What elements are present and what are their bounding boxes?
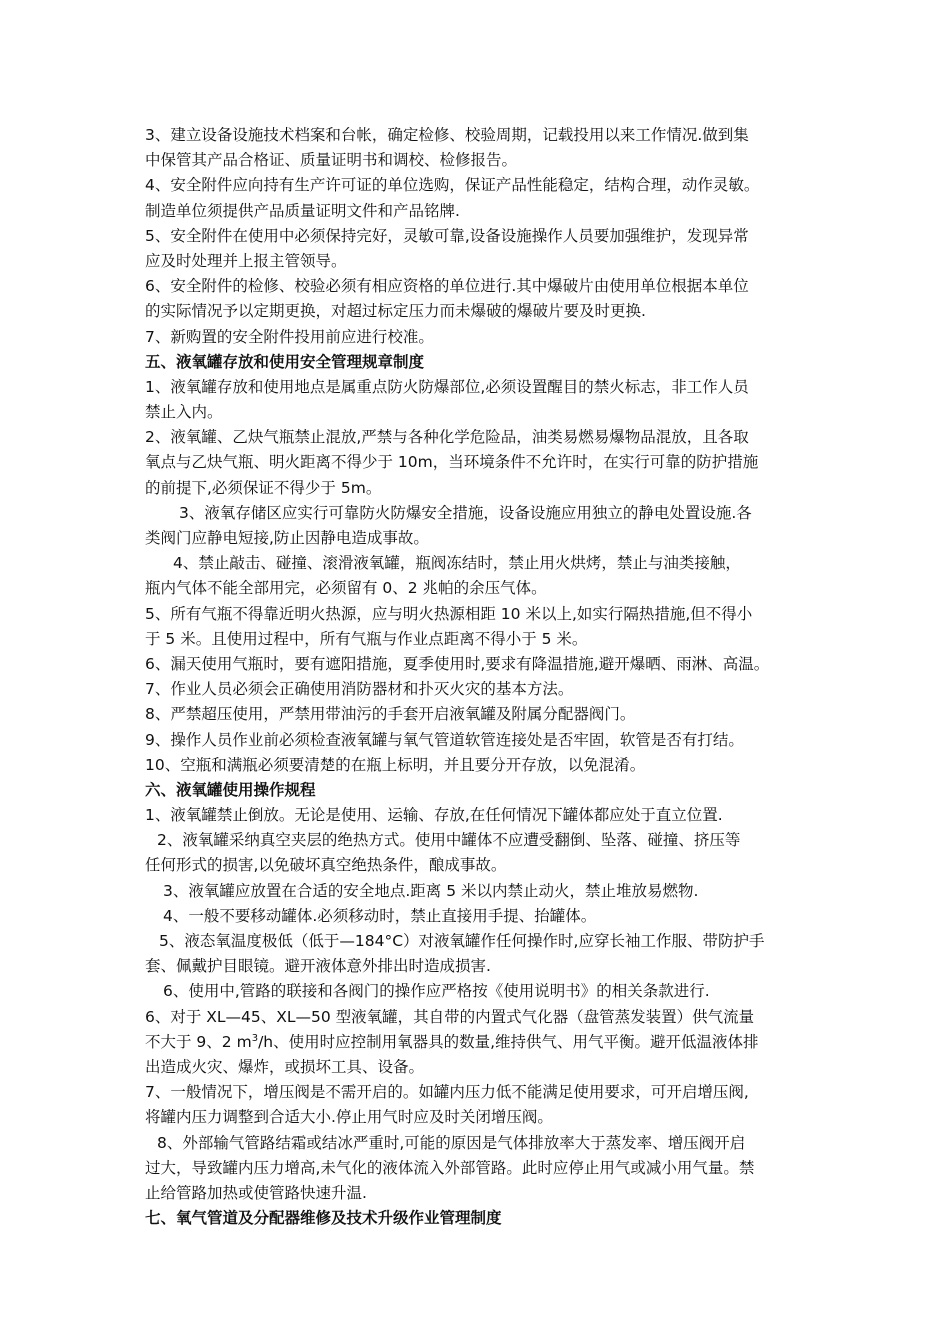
paragraph-line: 的实际情况予以定期更换，对超过标定压力而未爆破的爆破片要及时更换. [145,302,646,321]
paragraph-line: 10、空瓶和满瓶必须要清楚的在瓶上标明，并且要分开存放，以免混淆。 [145,755,646,774]
section-heading: 六、液氧罐使用操作规程 [145,780,316,799]
paragraph-line: 于 5 米。且使用过程中，所有气瓶与作业点距离不得小于 5 米。 [145,629,588,648]
paragraph-line: 4、一般不要移动罐体.必须移动时，禁止直接用手提、抬罐体。 [163,906,597,925]
paragraph-line: 类阀门应静电短接,防止因静电造成事故。 [145,529,429,547]
paragraph-line: 止给管路加热或使管路快速升温. [145,1183,367,1202]
paragraph-line: 7、新购置的安全附件投用前应进行校准。 [145,327,434,346]
paragraph-line: 瓶内气体不能全部用完，必须留有 0、2 兆帕的余压气体。 [145,579,547,598]
paragraph-line: 中保管其产品合格证、质量证明书和调校、检修报告。 [145,151,518,170]
paragraph-line: 过大，导致罐内压力增高,未气化的液体流入外部管路。此时应停止用气或减小用气量。禁 [145,1158,755,1177]
paragraph-line: 5、液态氧温度极低（低于—184°C）对液氧罐作任何操作时,应穿长袖工作服、带防护手 [159,932,765,950]
paragraph-line: 7、作业人员必须会正确使用消防器材和扑灭火灾的基本方法。 [145,680,574,699]
paragraph-line: 1、液氧罐禁止倒放。无论是使用、运输、存放,在任何情况下罐体都应处于直立位置. [145,806,723,825]
paragraph-line: 套、佩戴护目眼镜。避开液体意外排出时造成损害. [145,957,491,976]
paragraph-line: 应及时处理并上报主管领导。 [145,251,347,270]
document-body [145,123,815,1231]
paragraph-line: 氧点与乙炔气瓶、明火距离不得少于 10m，当环境条件不允许时，在实行可靠的防护措施 [145,453,759,472]
paragraph-line: 1、液氧罐存放和使用地点是属重点防火防爆部位,必须设置醒目的禁火标志，非工作人员 [145,377,749,396]
paragraph-line: 3、液氧存储区应实行可靠防火防爆安全措施，设备设施应用独立的静电处置设施.各 [179,503,752,522]
paragraph-line: 7、一般情况下，增压阀是不需开启的。如罐内压力低不能满足使用要求，可开启增压阀, [145,1083,749,1102]
paragraph-line: 3、液氧罐应放置在合适的安全地点.距离 5 米以内禁止动火，禁止堆放易燃物. [163,881,699,900]
paragraph-line: 出造成火灾、爆炸，或损坏工具、设备。 [145,1057,425,1076]
paragraph-line: 4、禁止敲击、碰撞、滚滑液氧罐，瓶阀冻结时，禁止用火烘烤，禁止与油类接触， [173,554,741,573]
section-heading: 五、液氧罐存放和使用安全管理规章制度 [145,352,425,371]
paragraph-line: 禁止入内。 [145,403,223,422]
paragraph-line: 5、安全附件在使用中必须保持完好，灵敏可靠,设备设施操作人员要加强维护，发现异常 [145,226,749,245]
paragraph-line: 8、严禁超压使用，严禁用带油污的手套开启液氧罐及附属分配器阀门。 [145,705,636,724]
paragraph-line [145,1030,815,1055]
paragraph-line: 6、安全附件的检修、校验必须有相应资格的单位进行.其中爆破片由使用单位根据本单位 [145,277,749,296]
paragraph-line: 2、液氧罐采纳真空夹层的绝热方式。使用中罐体不应遭受翻倒、坠落、碰撞、挤压等 [157,831,741,850]
paragraph-line: 的前提下,必须保证不得少于 5m。 [145,478,382,497]
flow-rate-continuation: /h、使用时应控制用氧器具的数量,维持供气、用气平衡。避开低温液体排 [258,1032,759,1051]
paragraph-line: 6、使用中,管路的联接和各阀门的操作应严格按《使用说明书》的相关条款进行. [163,982,710,1001]
paragraph-line: 制造单位须提供产品质量证明文件和产品铭牌. [145,201,460,220]
paragraph-line: 9、操作人员作业前必须检查液氧罐与氧气管道软管连接处是否牢固，软管是否有打结。 [145,730,744,749]
flow-rate-text: 不大于 9、2 m [145,1032,252,1051]
superscript-text: 3 [251,1032,259,1044]
section-heading: 七、氧气管道及分配器维修及技术升级作业管理制度 [145,1209,502,1228]
paragraph-line: 6、对于 XL—45、XL—50 型液氧罐，其自带的内置式气化器（盘管蒸发装置）供气流量 [145,1007,755,1026]
paragraph-line: 任何形式的损害,以免破坏真空绝热条件，酿成事故。 [145,856,507,875]
paragraph-line: 将罐内压力调整到合适大小.停止用气时应及时关闭增压阀。 [145,1108,553,1127]
paragraph-line: 2、液氧罐、乙炔气瓶禁止混放,严禁与各种化学危险品，油类易燃易爆物品混放，且各取 [145,428,749,447]
paragraph-line: 6、漏天使用气瓶时，要有遮阳措施，夏季使用时,要求有降温措施,避开爆晒、雨淋、高温。 [145,654,770,673]
paragraph-line: 3、建立设备设施技术档案和台帐，确定检修、校验周期，记载投用以来工作情况.做到集 [145,126,749,144]
paragraph-line: 5、所有气瓶不得靠近明火热源，应与明火热源相距 10 米以上,如实行隔热措施,但不得小 [145,604,753,623]
paragraph-line: 8、外部输气管路结霜或结冰严重时,可能的原因是气体排放率大于蒸发率、增压阀开启 [157,1133,746,1152]
paragraph-line: 4、安全附件应向持有生产许可证的单位选购，保证产品性能稳定，结构合理，动作灵敏。 [145,176,760,195]
